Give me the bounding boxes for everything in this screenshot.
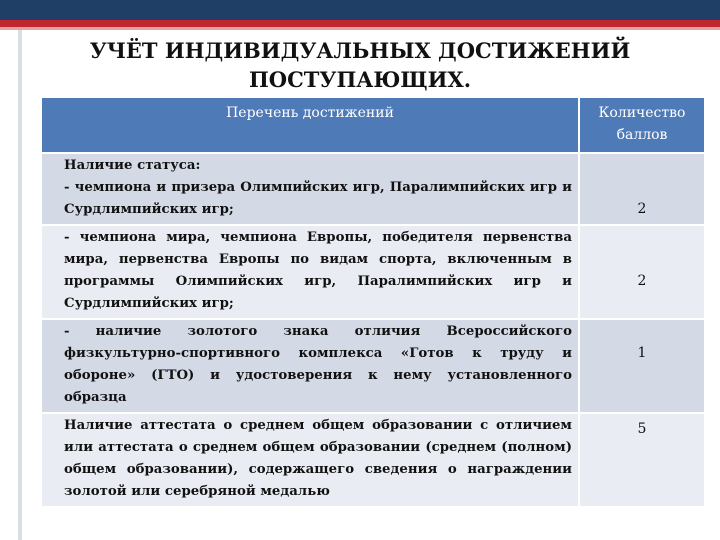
points-value: 5 bbox=[580, 414, 704, 508]
slide-title bbox=[60, 36, 660, 94]
points-value: 1 bbox=[580, 320, 704, 414]
description-line: Наличие статуса: bbox=[64, 158, 201, 173]
achievement-description bbox=[42, 414, 580, 508]
header-points: Количество баллов bbox=[580, 98, 704, 154]
achievements-table bbox=[42, 98, 704, 508]
description-line: - наличие золотого знака отличия Всероссийского физкультурно-спортивного комплекса «Готов к труду и обороне» (ГТО) и удостоверения к нему установленного образца bbox=[64, 324, 572, 405]
title-line-1: УЧЁТ ИНДИВИДУАЛЬНЫХ ДОСТИЖЕНИЙ bbox=[89, 38, 631, 63]
table-header-row bbox=[42, 98, 704, 154]
table-row bbox=[42, 154, 704, 226]
left-decor-line bbox=[18, 30, 22, 540]
points-value: 2 bbox=[580, 154, 704, 226]
achievement-description bbox=[42, 320, 580, 414]
header-achievements-list: Перечень достижений bbox=[42, 98, 580, 154]
title-line-2: ПОСТУПАЮЩИХ. bbox=[248, 67, 472, 92]
description-line: Наличие аттестата о среднем общем образовании с отличием или аттестата о среднем общем образовании (среднем (полном) общем образовании), содержащего сведения о награждении золотой или серебряной медалью bbox=[64, 418, 572, 499]
top-pink-stripe bbox=[0, 27, 720, 30]
achievement-description bbox=[42, 154, 580, 226]
achievement-description bbox=[42, 226, 580, 320]
description-line: - чемпиона мира, чемпиона Европы, победителя первенства мира, первенства Европы по видам спорта, включенным в программы Олимпийских игр, Паралимпийских игр и Сурдлимпийских игр; bbox=[64, 230, 572, 311]
points-value: 2 bbox=[580, 226, 704, 320]
table-row bbox=[42, 226, 704, 320]
table-row bbox=[42, 414, 704, 508]
top-red-stripe bbox=[0, 20, 720, 27]
top-blue-band bbox=[0, 0, 720, 20]
description-line: - чемпиона и призера Олимпийских игр, Паралимпийских игр и Сурдлимпийских игр; bbox=[64, 180, 572, 217]
table-row bbox=[42, 320, 704, 414]
top-decor-bar bbox=[0, 0, 720, 30]
